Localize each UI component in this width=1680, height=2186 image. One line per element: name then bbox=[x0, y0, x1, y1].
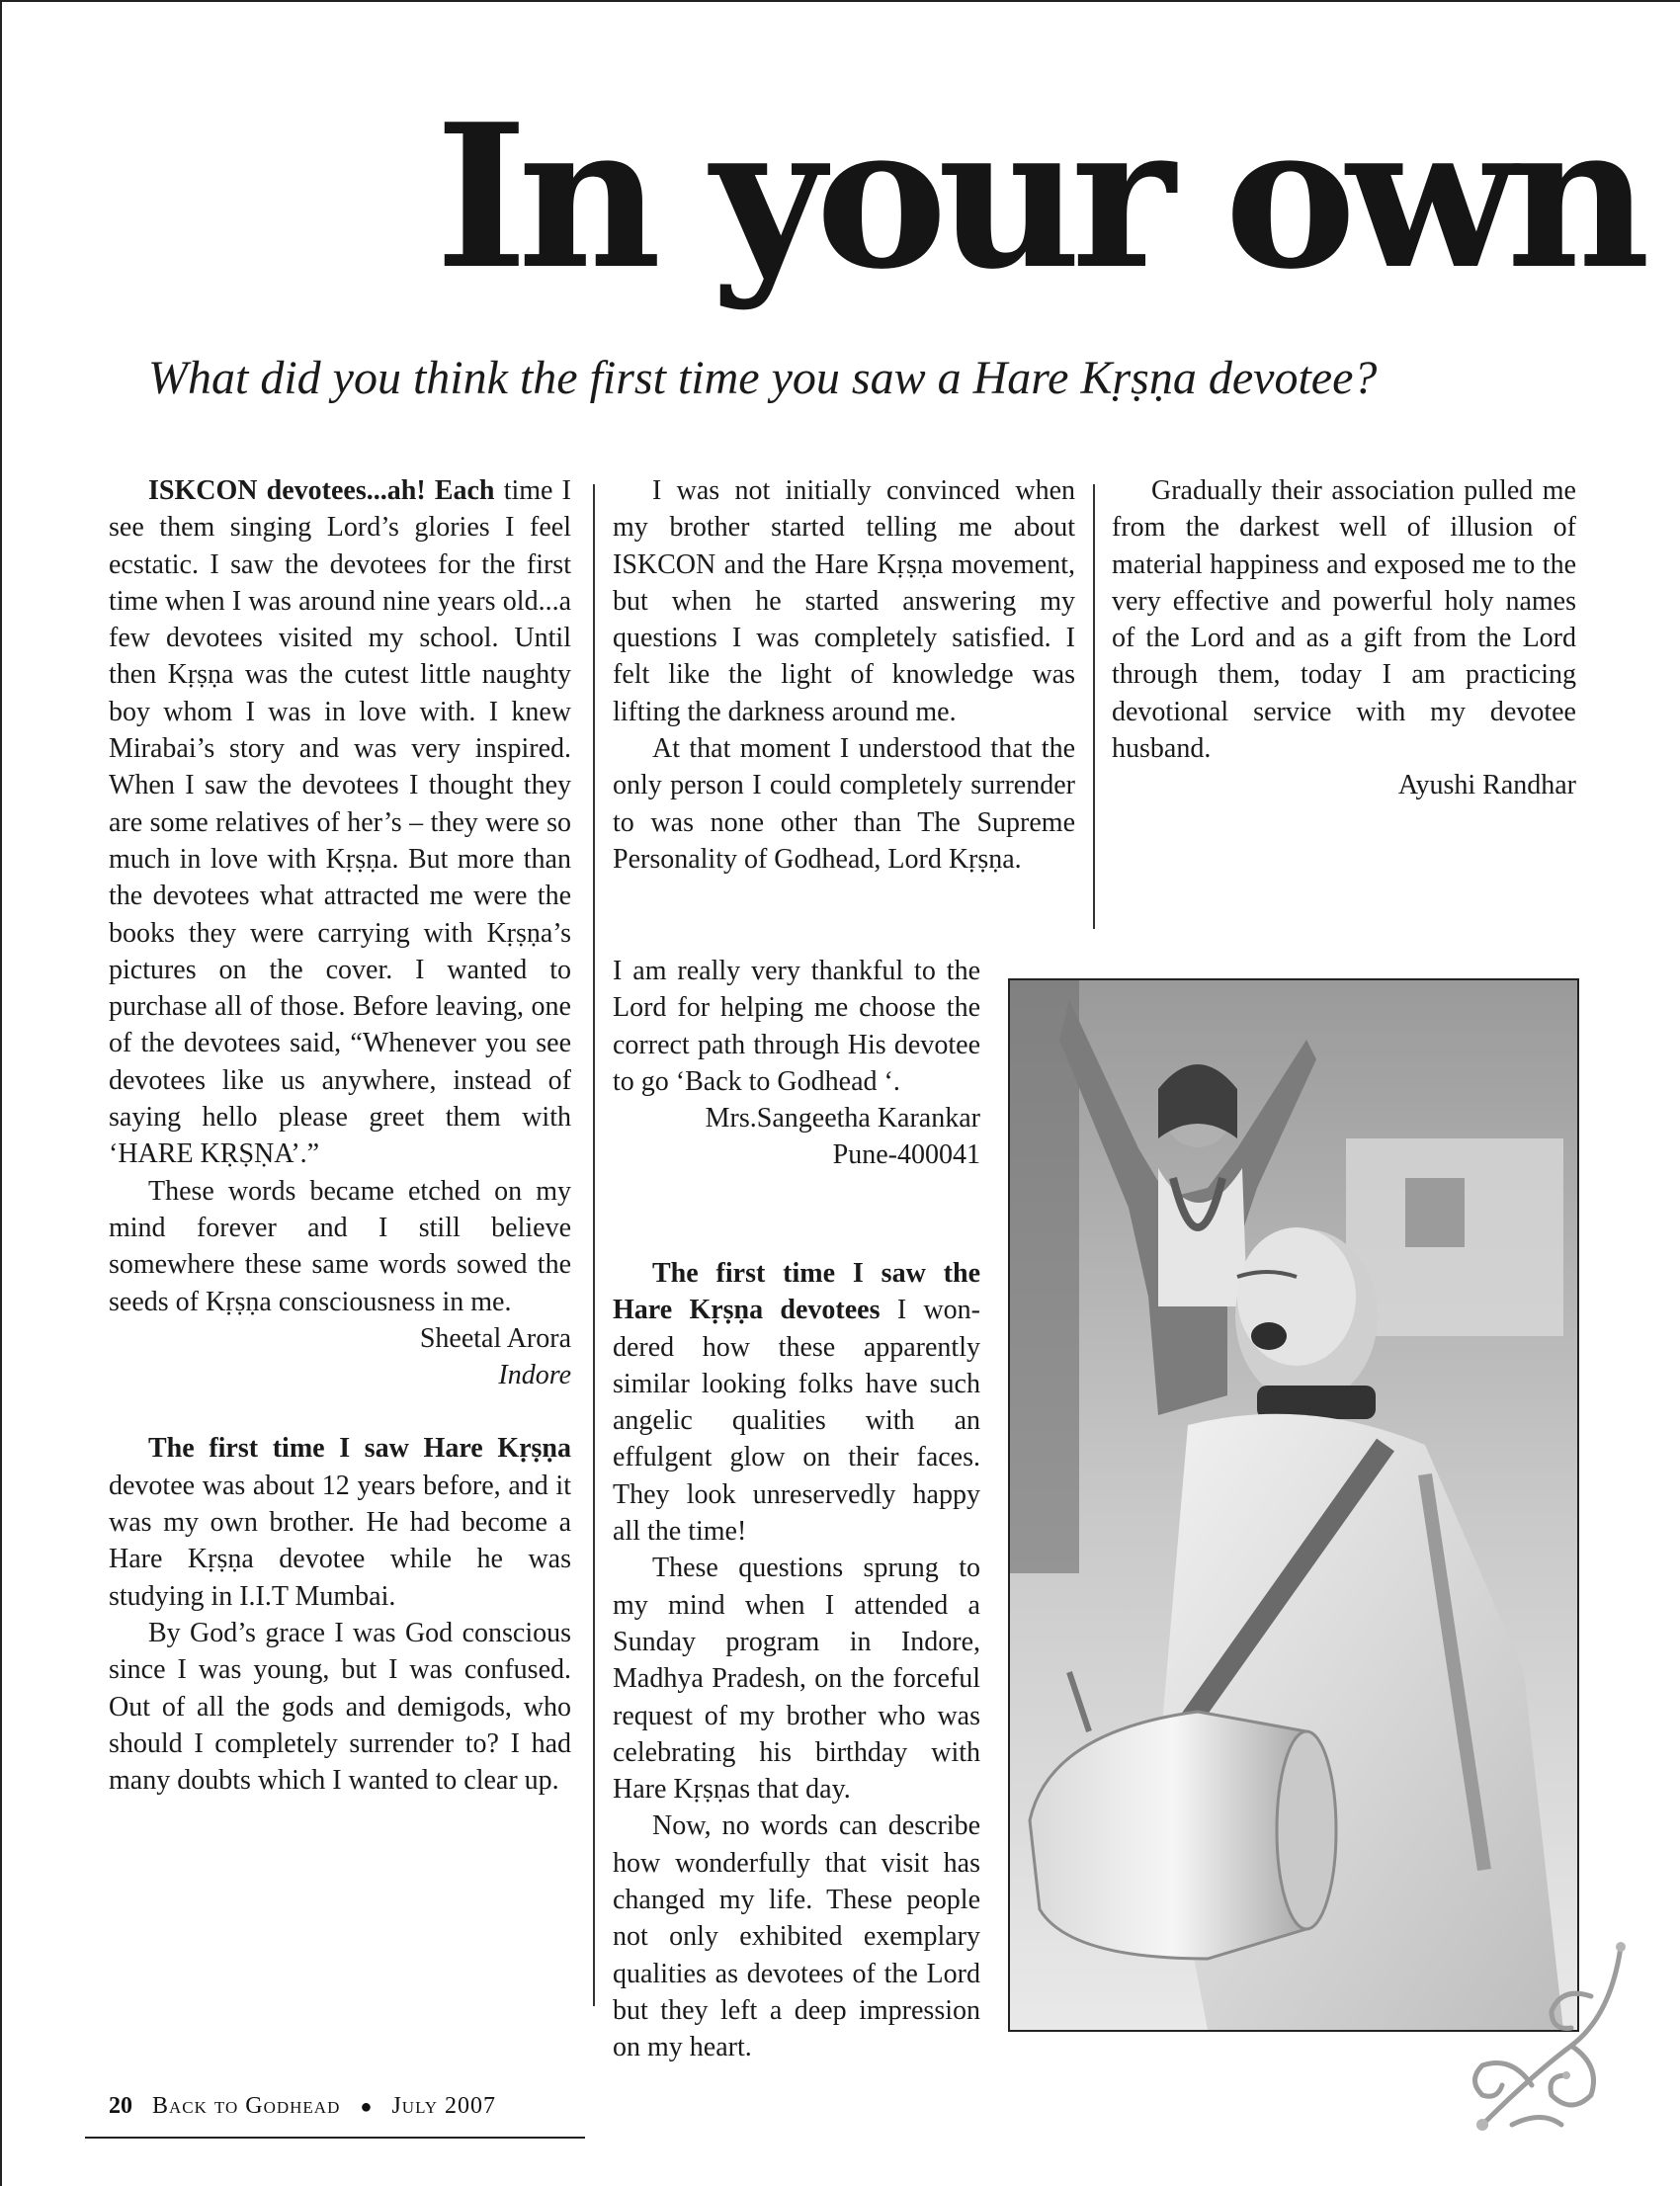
column-rule-left bbox=[593, 484, 595, 2006]
letter-sheetal-lead: ISKCON devotees...ah! Each bbox=[148, 475, 495, 506]
letter-ayushi-body: I wondered how these apparently similar looking folks have such angelic qualities with an effulgent glow on their faces. They look unreservedly happy all the time! bbox=[613, 1295, 980, 1548]
letter-sangeetha-p1 bbox=[109, 1430, 571, 1614]
kirtan-photo-illustration bbox=[1010, 980, 1577, 2030]
letter-ayushi-p4: Gradually their association pulled me from the darkest well of illusion of material happiness and exposed me to the very effective and powerful holy names of the Lord and as a gift from the Lord through them, today I am practicing devotional service with my devotee husband. bbox=[1112, 475, 1576, 765]
letter-ayushi-p3: Now, no words can describe how wonderfully that visit has changed my life. These people not only exhibited exemplary qualities as devotees of the Lord but they left a deep impression on my heart. bbox=[613, 1810, 980, 2063]
column-rule-right bbox=[1093, 484, 1095, 929]
page-headline: In your own bbox=[435, 81, 1640, 313]
letter-sangeetha-p5: I am really very thankful to the Lord for helping me choose the correct path through His devotee to go ‘Back to Godhead ‘. bbox=[613, 956, 980, 1097]
letter-ayushi-signature: Ayushi Randhar bbox=[1397, 770, 1576, 801]
letter-sheetal-p1 bbox=[109, 472, 571, 1173]
letter-ayushi-p1 bbox=[613, 1255, 980, 1550]
letter-ayushi-p2: These questions sprung to my mind when I attended a Sunday program in Indore, Madhya Pradesh, on the forceful request of my brother who was celebrating his birthday with Hare Kṛṣṇas that day. bbox=[613, 1553, 980, 1806]
floral-ornament-icon bbox=[1453, 1937, 1631, 2135]
letter-sheetal-body: time I see them singing Lord’s glories I feel ecstatic. I saw the devotees for the first time when I was around nine years old...a few devotees visited my school. Until then Kṛṣṇa was the cutest little naughty boy whom I was in love with. I knew Mirabai’s story and was very inspired. When I saw the devotees I thought they are some relatives of her’s – they were so much in love with Kṛṣṇa. But more than the devotees what attracted me were the books they were carrying with Kṛṣṇa’s pictures on the cover. I wanted to purchase all of those. Before leaving, one of the devotees said, “Whenever you see devotees like us anywhere, instead of saying hello please greet them with ‘HARE KṚṢṆA’.” bbox=[109, 475, 572, 1170]
column-2-lower bbox=[613, 1255, 980, 2066]
letter-sangeetha-p3: I was not initially convinced when my brother started telling me about ISKCON and the Hare Kṛṣṇa movement, but when he started answering my questions I was completely satisfied. I felt like the light of knowledge was lifting the darkness around me. bbox=[613, 475, 1075, 727]
letter-sangeetha-place: Pune-400041 bbox=[832, 1139, 980, 1171]
column-1 bbox=[109, 472, 571, 1799]
devotee-photo bbox=[1008, 978, 1579, 2032]
page-number: 20 bbox=[109, 2093, 132, 2119]
letter-sangeetha-lead: The first time I saw Hare Kṛṣṇa bbox=[148, 1433, 571, 1465]
page-top-border bbox=[0, 0, 1680, 2]
page-left-border bbox=[0, 0, 2, 2186]
letter-sangeetha-body: devotee was about 12 years before, and it was my own brother. He had become a Hare Kṛṣṇa devotee while he was studying in I.I.T Mumbai. bbox=[109, 1470, 571, 1612]
letter-sheetal-p2: These words became etched on my mind forever and I still believe somewhere these same words sowed the seeds of Kṛṣṇa consciousness in me. bbox=[109, 1175, 571, 1317]
letter-sheetal-signature: Sheetal Arora bbox=[419, 1322, 571, 1354]
magazine-name: Back to Godhead bbox=[152, 2093, 341, 2119]
column-2-narrow bbox=[613, 953, 980, 1174]
letter-ayushi-lead: The first time I saw the Hare Kṛṣṇa devotees bbox=[613, 1258, 980, 1326]
column-2 bbox=[613, 472, 1075, 878]
letter-sheetal-place: Indore bbox=[498, 1360, 571, 1391]
letter-sangeetha-p4: At that moment I understood that the only person I could completely surrender to was none other than The Supreme Personality of Godhead, Lord Kṛṣṇa. bbox=[613, 733, 1075, 875]
letter-sangeetha-p2: By God’s grace I was God conscious since I was young, but I was confused. Out of all the gods and demigods, who should I completely surrender to? I had many doubts which I wanted to clear up. bbox=[109, 1617, 571, 1797]
footer-rule bbox=[85, 2137, 585, 2139]
page-footer bbox=[109, 2093, 496, 2120]
issue-date: July 2007 bbox=[391, 2093, 497, 2119]
letter-sangeetha-signature: Mrs.Sangeetha Karankar bbox=[705, 1103, 980, 1135]
column-3 bbox=[1112, 472, 1576, 804]
footer-separator: ● bbox=[360, 2096, 373, 2118]
page-subtitle: What did you think the first time you saw a Hare Kṛṣṇa devotee? bbox=[148, 352, 1378, 404]
